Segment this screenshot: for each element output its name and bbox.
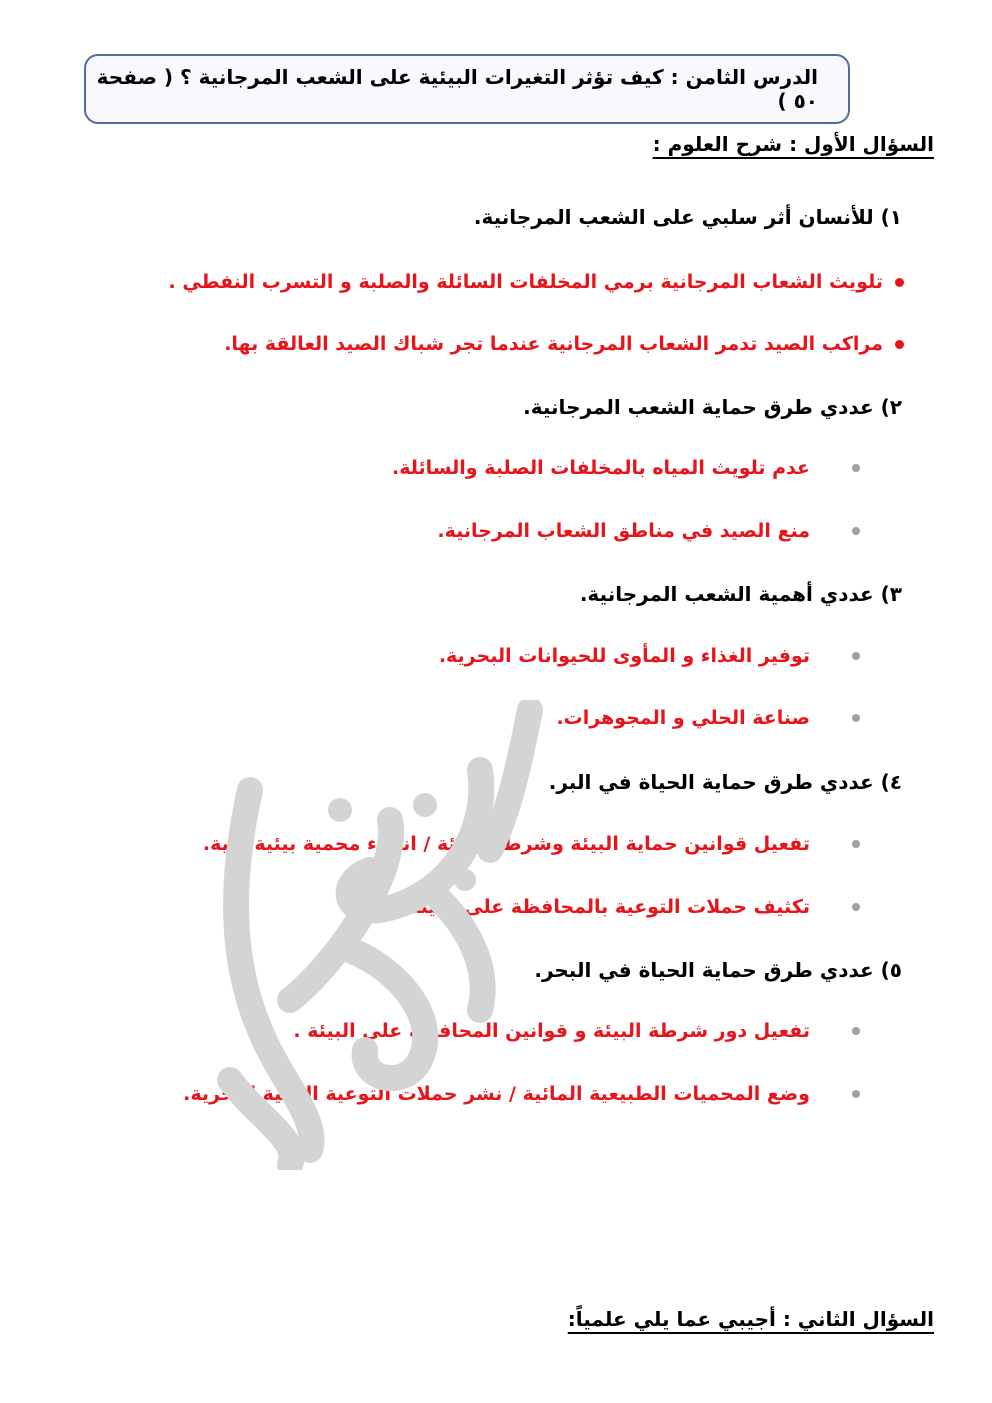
question-4: ٤) عددي طرق حماية الحياة في البر. <box>548 770 902 794</box>
bullet-icon <box>852 714 860 722</box>
answer-text: تكثيف حملات التوعية بالمحافظة على البيئة البرية. <box>343 896 810 918</box>
answer-text: تفعيل دور شرطة البيئة و قوانين المحافظة على البيئة . <box>293 1020 810 1042</box>
bullet-icon <box>852 1027 860 1035</box>
question-1: ١) للأنسان أثر سلبي على الشعب المرجانية. <box>473 205 902 229</box>
answer-1-1 <box>169 271 904 293</box>
answer-text: تلويث الشعاب المرجانية برمي المخلفات السائلة والصلبة و التسرب النفطي . <box>168 271 883 293</box>
answer-3-1 <box>439 645 860 667</box>
lesson-title: الدرس الثامن : كيف تؤثر التغيرات البيئية على الشعب المرجانية ؟ ( صفحة ٥٠ ) <box>96 65 818 113</box>
bullet-icon <box>852 903 860 911</box>
answer-5-1 <box>293 1020 860 1042</box>
answer-text: صناعة الحلي و المجوهرات. <box>556 707 810 729</box>
answer-3-2 <box>556 707 860 729</box>
answer-text: توفير الغذاء و المأوى للحيوانات البحرية. <box>438 645 810 667</box>
bullet-icon <box>895 278 904 287</box>
answer-2-2 <box>437 520 860 542</box>
answer-text: منع الصيد في مناطق الشعاب المرجانية. <box>437 520 810 542</box>
answer-2-1 <box>392 457 860 479</box>
question-2: ٢) عددي طرق حماية الشعب المرجانية. <box>523 395 902 419</box>
question-5: ٥) عددي طرق حماية الحياة في البحر. <box>534 958 902 982</box>
answer-1-2 <box>224 333 904 355</box>
answer-text: مراكب الصيد تدمر الشعاب المرجانية عندما تجر شباك الصيد العالقة بها. <box>224 333 883 355</box>
lesson-title-box <box>84 54 850 124</box>
bullet-icon <box>895 340 904 349</box>
answer-5-2 <box>183 1083 860 1105</box>
answer-text: عدم تلويث المياه بالمخلفات الصلبة والسائلة. <box>392 457 810 479</box>
bullet-icon <box>852 840 860 848</box>
answer-text: وضع المحميات الطبيعية المائية / نشر حملات التوعية البيئية البحرية. <box>183 1083 810 1105</box>
bullet-icon <box>852 527 860 535</box>
answer-4-1 <box>203 833 860 855</box>
bullet-icon <box>852 1090 860 1098</box>
section2-heading: السؤال الثاني : أجيبي عما يلي علمياً: <box>567 1307 934 1331</box>
bullet-icon <box>852 652 860 660</box>
section1-heading: السؤال الأول : شرح العلوم : <box>652 132 934 156</box>
answer-text: تفعيل قوانين حماية البيئة وشرطة البيئة / انشاء محمية بيئية برية. <box>202 833 810 855</box>
question-3: ٣) عددي أهمية الشعب المرجانية. <box>579 582 902 606</box>
answer-4-2 <box>344 896 860 918</box>
bullet-icon <box>852 464 860 472</box>
